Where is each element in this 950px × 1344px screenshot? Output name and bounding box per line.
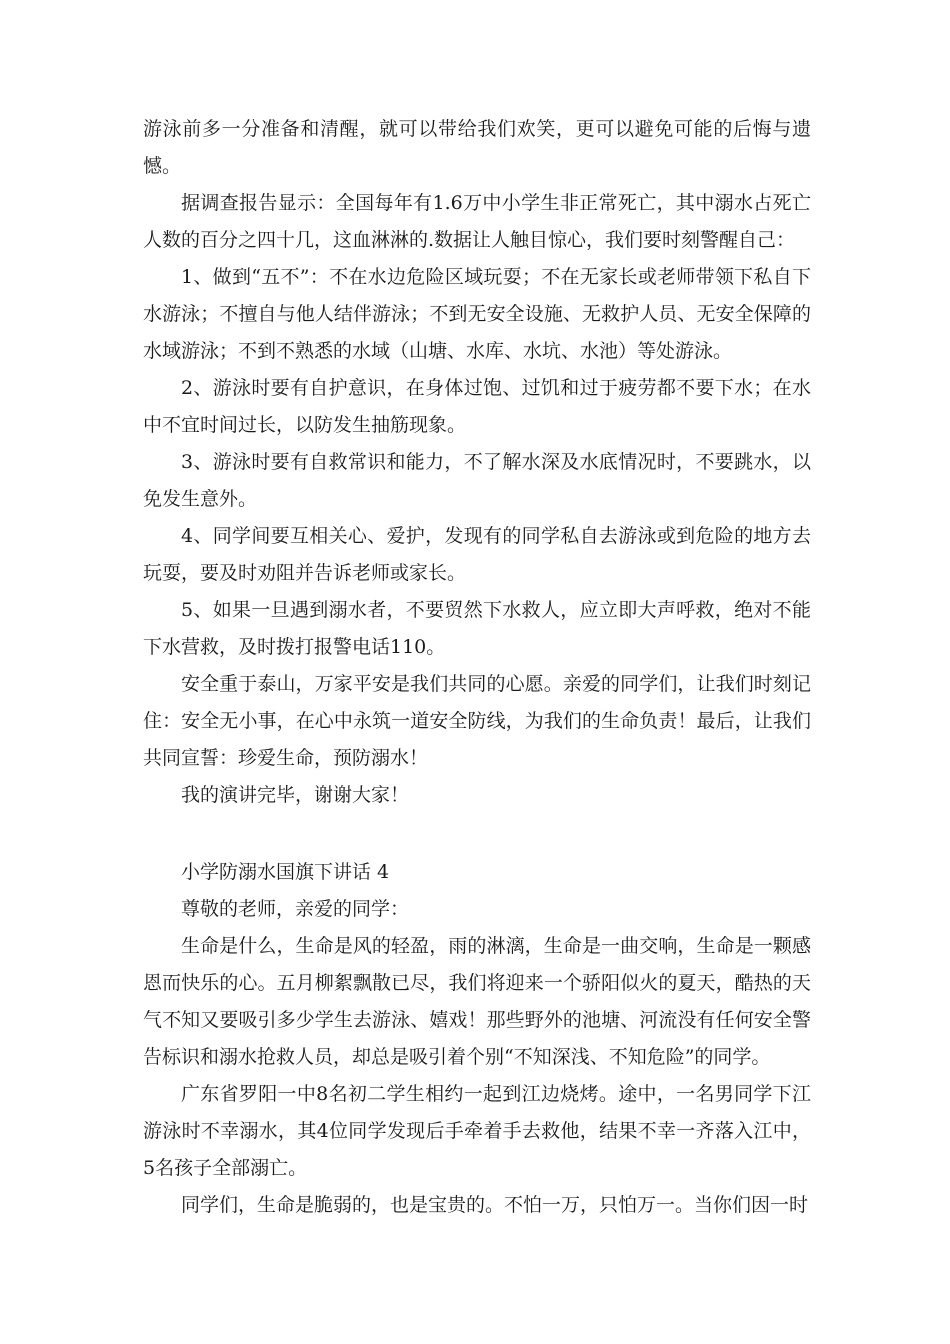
paragraph-rule-4: 4、同学间要互相关心、爱护，发现有的同学私自去游泳或到危险的地方去玩耍，要及时劝阻并告诉老师或家长。 xyxy=(143,525,811,584)
greeting: 尊敬的老师，亲爱的同学： xyxy=(181,898,410,920)
paragraph-closing: 我的演讲完毕，谢谢大家！ xyxy=(181,784,410,806)
paragraph-rule-2: 2、游泳时要有自护意识，在身体过饱、过饥和过于疲劳都不要下水；在水中不宜时间过长，以防发生抽筋现象。 xyxy=(143,377,811,436)
paragraph-life: 生命是什么，生命是风的轻盈，雨的淋漓，生命是一曲交响，生命是一颗感恩而快乐的心。五月柳絮飘散已尽，我们将迎来一个骄阳似火的夏天，酷热的天气不知又要吸引多少学生去游泳、嬉戏！那些野外的池塘、河流没有任何安全警告标识和溺水抢救人员，却总是吸引着个别“不知深浅、不知危险”的同学。 xyxy=(143,935,811,1068)
paragraph-survey: 据调查报告显示：全国每年有1.6万中小学生非正常死亡，其中溺水占死亡人数的百分之四十几，这血淋淋的.数据让人触目惊心，我们要时刻警醒自己： xyxy=(143,192,811,251)
paragraph-rule-5: 5、如果一旦遇到溺水者，不要贸然下水救人，应立即大声呼救，绝对不能下水营救，及时拨打报警电话110。 xyxy=(143,599,811,658)
paragraph-rule-3: 3、游泳时要有自救常识和能力，不了解水深及水底情况时，不要跳水，以免发生意外。 xyxy=(143,451,811,510)
paragraph-incident: 广东省罗阳一中8名初二学生相约一起到江边烧烤。途中，一名男同学下江游泳时不幸溺水，其4位同学发现后手牵着手去救他，结果不幸一齐落入江中，5名孩子全部溺亡。 xyxy=(143,1083,811,1179)
paragraph-warning: 同学们，生命是脆弱的，也是宝贵的。不怕一万，只怕万一。当你们因一时 xyxy=(181,1194,809,1216)
document-body xyxy=(143,111,811,1224)
paragraph-rule-1: 1、做到“五不”：不在水边危险区域玩耍；不在无家长或老师带领下私自下水游泳；不擅自与他人结伴游泳；不到无安全设施、无救护人员、无安全保障的水域游泳；不到不熟悉的水域（山塘、水库、水坑、水池）等处游泳。 xyxy=(143,266,811,362)
section-spacer xyxy=(143,814,811,854)
paragraph-conclusion: 安全重于泰山，万家平安是我们共同的心愿。亲爱的同学们，让我们时刻记住：安全无小事，在心中永筑一道安全防线，为我们的生命负责！最后，让我们共同宣誓：珍爱生命，预防溺水！ xyxy=(143,673,811,769)
paragraph-continuation: 游泳前多一分准备和清醒，就可以带给我们欢笑，更可以避免可能的后悔与遗憾。 xyxy=(143,118,811,177)
section-title: 小学防溺水国旗下讲话 4 xyxy=(181,861,390,883)
